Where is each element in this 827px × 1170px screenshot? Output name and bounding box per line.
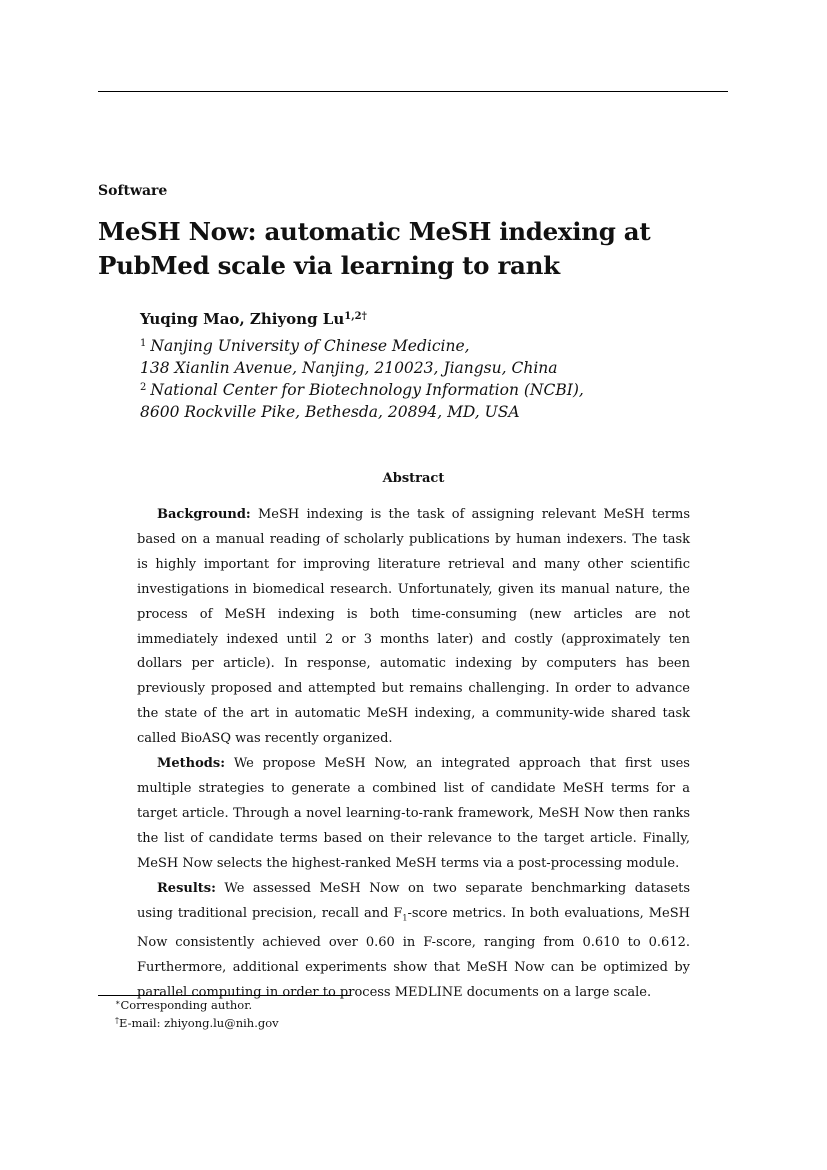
affiliation-1 — [140, 333, 558, 379]
section-text: MeSH indexing is the task of assigning relevant MeSH terms based on a manual reading of scholarly publications by human indexers. The task is highly important for improving literature retrieval and many other scientific investigations in biomedical research. Unfortunately, given its manual nature, the process of MeSH indexing is both time-consuming (new articles are not immediately indexed until 2 or 3 months later) and costly (approximately ten dollars per article). In response, automatic indexing by computers has been previously proposed and attempted but remains challenging. In order to advance the state of the art in automatic MeSH indexing, a community-wide shared task called BioASQ was recently organized. — [137, 507, 691, 747]
affiliation-number: 2 — [140, 382, 147, 393]
section-label: Results: — [157, 880, 216, 896]
footnote-corresponding — [115, 998, 252, 1012]
footnote-text: Corresponding author. — [120, 998, 253, 1012]
section-text: We assessed MeSH Now on two separate benchmarking datasets using traditional precision, recall and F — [137, 880, 690, 921]
abstract-results — [137, 877, 690, 1006]
footnote-rule — [98, 995, 350, 996]
affiliation-2 — [140, 377, 584, 423]
header-rule — [98, 91, 728, 92]
affiliation-line: 8600 Rockville Pike, Bethesda, 20894, MD, USA — [140, 403, 520, 421]
section-label: Methods: — [157, 756, 225, 772]
author-affiliation-marks: 1,2† — [344, 311, 367, 322]
affiliation-line: 138 Xianlin Avenue, Nanjing, 210023, Jiangsu, China — [140, 359, 558, 377]
abstract-methods — [137, 752, 690, 877]
section-label: Background: — [157, 507, 251, 522]
section-text: -score metrics. In both evaluations, MeSH Now consistently achieved over 0.60 in F-score, ranging from 0.610 to 0.612. Furthermore, additional experiments show that MeSH Now can be optimized by parallel computing in order to process MEDLINE documents on a large scale. — [137, 905, 690, 1000]
author-list — [140, 310, 367, 328]
footnote-mark: ∗ — [115, 998, 121, 1007]
affiliation-line: Nanjing University of Chinese Medicine, — [150, 337, 470, 355]
section-text: We propose MeSH Now, an integrated approach that first uses multiple strategies to generate a combined list of candidate MeSH terms for a target article. Through a novel learning-to-rank framework, MeSH Now then ranks the list of candidate terms based on their relevance to the target article. Finally, MeSH Now selects the highest-ranked MeSH terms via a post-processing module. — [137, 756, 690, 871]
paper-title: MeSH Now: automatic MeSH indexing at PubMed scale via learning to rank — [98, 217, 651, 280]
affiliation-line: National Center for Biotechnology Information (NCBI), — [150, 381, 584, 399]
f1-subscript: 1 — [402, 913, 408, 923]
article-category: Software — [98, 183, 168, 199]
author-names: Yuqing Mao, Zhiyong Lu — [140, 310, 345, 328]
abstract-body — [137, 503, 690, 1006]
footnote-email — [115, 1016, 279, 1030]
abstract-background — [137, 503, 690, 752]
affiliation-number: 1 — [140, 338, 147, 349]
footnote-mark: † — [115, 1016, 119, 1025]
abstract-heading: Abstract — [382, 471, 445, 486]
footnote-text: E-mail: zhiyong.lu@nih.gov — [119, 1016, 279, 1030]
